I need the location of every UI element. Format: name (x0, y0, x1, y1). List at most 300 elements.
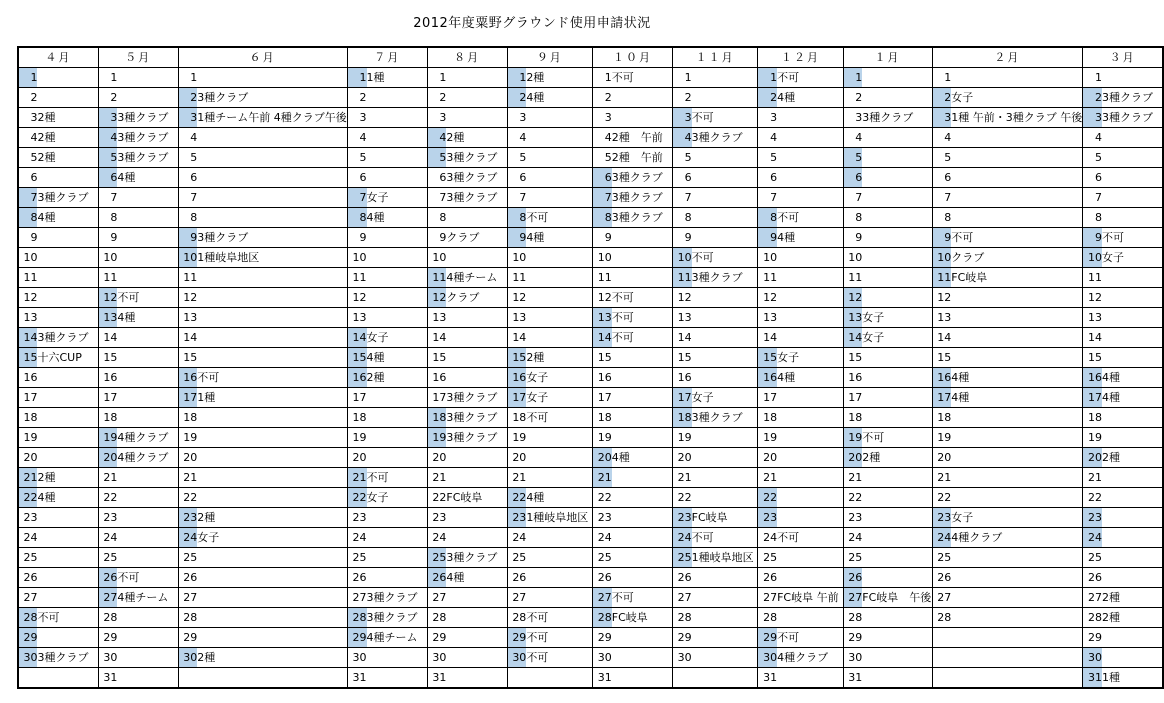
day-row (18, 248, 1163, 268)
reservation-cell (777, 328, 843, 348)
day-number-cell: 1 (427, 68, 446, 88)
reservation-cell: 女子 (367, 328, 428, 348)
day-number-cell: 27 (98, 588, 117, 608)
reservation-cell (862, 188, 932, 208)
reservation-cell (117, 228, 178, 248)
reservation-cell (526, 128, 592, 148)
reservation-cell (37, 388, 98, 408)
day-row (18, 108, 1163, 128)
day-number-cell: 21 (18, 468, 37, 488)
reservation-cell: 2種 (862, 448, 932, 468)
day-number-cell: 2 (427, 88, 446, 108)
day-number-cell: 15 (347, 348, 366, 368)
reservation-cell: 不可 (612, 588, 673, 608)
day-number-cell: 20 (593, 448, 612, 468)
day-number-cell: 3 (932, 108, 951, 128)
day-number-cell: 28 (1083, 608, 1102, 628)
reservation-cell (612, 568, 673, 588)
day-number-cell: 8 (932, 208, 951, 228)
reservation-cell (777, 448, 843, 468)
day-number-cell: 9 (427, 228, 446, 248)
day-number-cell: 4 (672, 128, 691, 148)
day-number-cell: 15 (98, 348, 117, 368)
day-number-cell: 20 (98, 448, 117, 468)
day-number-cell: 3 (672, 108, 691, 128)
reservation-cell (526, 148, 592, 168)
day-row (18, 308, 1163, 328)
day-number-cell: 26 (843, 568, 862, 588)
reservation-cell (526, 108, 592, 128)
reservation-cell: 不可 (117, 568, 178, 588)
reservation-cell (951, 488, 1083, 508)
reservation-cell: 3種クラブ (692, 268, 758, 288)
reservation-cell (526, 288, 592, 308)
month-header: ７月 (347, 47, 427, 68)
reservation-cell (777, 108, 843, 128)
day-number-cell: 28 (347, 608, 366, 628)
day-number-cell: 5 (593, 148, 612, 168)
reservation-cell (612, 228, 673, 248)
day-number-cell: 6 (843, 168, 862, 188)
day-number-cell: 14 (178, 328, 197, 348)
day-number-cell: 21 (843, 468, 862, 488)
day-number-cell: 29 (427, 628, 446, 648)
reservation-cell (117, 188, 178, 208)
day-number-cell: 3 (18, 108, 37, 128)
day-number-cell: 30 (178, 648, 197, 668)
day-row (18, 668, 1163, 689)
reservation-cell (117, 548, 178, 568)
day-number-cell: 16 (672, 368, 691, 388)
reservation-cell: FC岐阜 (951, 268, 1083, 288)
day-number-cell: 4 (18, 128, 37, 148)
day-number-cell: 11 (98, 268, 117, 288)
day-number-cell: 15 (672, 348, 691, 368)
reservation-cell (777, 568, 843, 588)
reservation-cell (612, 648, 673, 668)
day-number-cell: 11 (672, 268, 691, 288)
reservation-cell: 4種 (117, 168, 178, 188)
reservation-cell (117, 408, 178, 428)
reservation-cell (446, 88, 507, 108)
day-number-cell: 8 (427, 208, 446, 228)
reservation-cell (692, 568, 758, 588)
reservation-cell (197, 68, 347, 88)
day-number-cell: 20 (758, 448, 777, 468)
day-number-cell: 17 (758, 388, 777, 408)
reservation-cell: 不可 (951, 228, 1083, 248)
reservation-cell (862, 648, 932, 668)
day-number-cell: 1 (672, 68, 691, 88)
reservation-cell: 3種クラブ (446, 388, 507, 408)
reservation-cell (1102, 328, 1163, 348)
day-number-cell: 18 (427, 408, 446, 428)
reservation-cell (117, 68, 178, 88)
day-number-cell: 3 (178, 108, 197, 128)
day-number-cell: 16 (932, 368, 951, 388)
reservation-cell: 2種 午前 (612, 128, 673, 148)
day-number-cell: 5 (932, 148, 951, 168)
day-number-cell: 1 (18, 68, 37, 88)
reservation-cell: 2種 (1102, 608, 1163, 628)
reservation-cell (777, 468, 843, 488)
day-number-cell: 20 (672, 448, 691, 468)
reservation-cell (446, 608, 507, 628)
reservation-cell: 2種 (37, 128, 98, 148)
day-number-cell: 21 (427, 468, 446, 488)
day-number-cell: 24 (932, 528, 951, 548)
reservation-cell (367, 168, 428, 188)
reservation-cell (197, 148, 347, 168)
day-number-cell: 17 (843, 388, 862, 408)
reservation-cell (692, 288, 758, 308)
day-number-cell: 27 (507, 588, 526, 608)
reservation-cell: 3種クラブ (367, 608, 428, 628)
day-number-cell: 1 (1083, 68, 1102, 88)
day-number-cell: 24 (507, 528, 526, 548)
reservation-cell: 不可 (526, 648, 592, 668)
day-number-cell: 4 (593, 128, 612, 148)
day-number-cell: 20 (18, 448, 37, 468)
reservation-cell (1102, 208, 1163, 228)
reservation-cell: 不可 (692, 108, 758, 128)
day-number-cell: 22 (18, 488, 37, 508)
reservation-cell (862, 348, 932, 368)
reservation-cell: 不可 (612, 308, 673, 328)
day-number-cell: 18 (672, 408, 691, 428)
day-number-cell: 25 (347, 548, 366, 568)
day-number-cell: 13 (1083, 308, 1102, 328)
reservation-cell (951, 428, 1083, 448)
month-header: ６月 (178, 47, 347, 68)
reservation-cell (862, 368, 932, 388)
day-number-cell: 5 (427, 148, 446, 168)
reservation-cell (197, 628, 347, 648)
day-number-cell: 10 (427, 248, 446, 268)
reservation-cell (777, 128, 843, 148)
day-number-cell: 30 (1083, 648, 1102, 668)
day-number-cell: 3 (98, 108, 117, 128)
reservation-cell (777, 428, 843, 448)
reservation-cell: 4種 (367, 348, 428, 368)
day-number-cell: 9 (98, 228, 117, 248)
day-number-cell: 15 (507, 348, 526, 368)
reservation-cell: 3種クラブ (446, 168, 507, 188)
day-number-cell: 9 (843, 228, 862, 248)
day-number-cell: 10 (758, 248, 777, 268)
day-number-cell: 10 (672, 248, 691, 268)
month-header: ２月 (932, 47, 1083, 68)
reservation-cell (197, 588, 347, 608)
reservation-cell (862, 228, 932, 248)
reservation-cell (692, 648, 758, 668)
day-number-cell: 1 (932, 68, 951, 88)
day-number-cell: 23 (178, 508, 197, 528)
reservation-cell (37, 548, 98, 568)
reservation-cell: 4種 (37, 208, 98, 228)
reservation-cell (367, 528, 428, 548)
reservation-cell: 4種 (1102, 388, 1163, 408)
reservation-cell: 女子 (367, 188, 428, 208)
reservation-cell (526, 188, 592, 208)
day-row (18, 488, 1163, 508)
reservation-cell (117, 248, 178, 268)
reservation-cell (692, 188, 758, 208)
day-number-cell: 6 (347, 168, 366, 188)
reservation-cell: 女子 (862, 308, 932, 328)
day-number-cell: 18 (593, 408, 612, 428)
day-number-cell: 10 (18, 248, 37, 268)
day-number-cell: 24 (98, 528, 117, 548)
day-row (18, 648, 1163, 668)
day-number-cell: 30 (18, 648, 37, 668)
day-number-cell: 9 (347, 228, 366, 248)
day-number-cell: 12 (843, 288, 862, 308)
reservation-cell (367, 88, 428, 108)
day-number-cell: 20 (843, 448, 862, 468)
day-number-cell: 19 (507, 428, 526, 448)
reservation-cell (117, 488, 178, 508)
reservation-cell (777, 188, 843, 208)
reservation-cell (117, 608, 178, 628)
reservation-cell (197, 208, 347, 228)
day-number-cell: 29 (593, 628, 612, 648)
day-number-cell: 18 (18, 408, 37, 428)
reservation-cell: 不可 (117, 288, 178, 308)
reservation-cell (117, 88, 178, 108)
reservation-cell (612, 508, 673, 528)
day-number-cell: 10 (843, 248, 862, 268)
day-number-cell: 19 (427, 428, 446, 448)
month-header: ３月 (1083, 47, 1163, 68)
reservation-cell: 4種 (526, 488, 592, 508)
reservation-cell: 1種 (197, 388, 347, 408)
day-number-cell: 20 (932, 448, 951, 468)
reservation-cell (1102, 428, 1163, 448)
day-number-cell: 6 (1083, 168, 1102, 188)
reservation-cell (862, 488, 932, 508)
day-number-cell: 17 (672, 388, 691, 408)
reservation-cell (37, 248, 98, 268)
reservation-cell: 4種チーム (117, 588, 178, 608)
reservation-cell: 不可 (692, 528, 758, 548)
day-number-cell: 13 (347, 308, 366, 328)
reservation-cell: 3種クラブ (37, 188, 98, 208)
reservation-cell (117, 208, 178, 228)
reservation-cell: 女子 (862, 328, 932, 348)
day-number-cell: 14 (18, 328, 37, 348)
reservation-cell: 3種クラブ (446, 548, 507, 568)
day-number-cell: 19 (178, 428, 197, 448)
reservation-cell (446, 508, 507, 528)
reservation-cell (692, 348, 758, 368)
day-number-cell: 23 (758, 508, 777, 528)
reservation-cell (1102, 148, 1163, 168)
day-number-cell: 16 (758, 368, 777, 388)
reservation-cell (1102, 468, 1163, 488)
day-number-cell: 19 (758, 428, 777, 448)
reservation-cell (37, 268, 98, 288)
reservation-cell (862, 208, 932, 228)
reservation-cell (446, 588, 507, 608)
day-number-cell: 18 (932, 408, 951, 428)
day-number-cell: 19 (932, 428, 951, 448)
reservation-cell (197, 448, 347, 468)
day-number-cell: 22 (178, 488, 197, 508)
day-number-cell: 22 (1083, 488, 1102, 508)
day-row (18, 548, 1163, 568)
empty-cell (932, 668, 1083, 689)
day-number-cell: 24 (347, 528, 366, 548)
day-number-cell: 19 (843, 428, 862, 448)
day-number-cell: 22 (932, 488, 951, 508)
reservation-cell (526, 168, 592, 188)
reservation-cell (612, 428, 673, 448)
day-row (18, 568, 1163, 588)
reservation-cell (37, 448, 98, 468)
reservation-cell (526, 448, 592, 468)
day-number-cell: 7 (427, 188, 446, 208)
reservation-cell (951, 328, 1083, 348)
day-row (18, 588, 1163, 608)
day-number-cell: 25 (843, 548, 862, 568)
reservation-cell (37, 528, 98, 548)
day-number-cell: 18 (1083, 408, 1102, 428)
page-title: 2012年度粟野グラウンド使用申請状況 (413, 16, 651, 31)
reservation-cell (862, 608, 932, 628)
day-number-cell: 6 (593, 168, 612, 188)
day-row (18, 468, 1163, 488)
reservation-cell (951, 548, 1083, 568)
reservation-cell (777, 608, 843, 628)
day-row (18, 508, 1163, 528)
reservation-cell (526, 528, 592, 548)
day-number-cell: 13 (672, 308, 691, 328)
day-number-cell: 31 (1083, 668, 1102, 689)
day-number-cell: 8 (758, 208, 777, 228)
day-number-cell: 12 (18, 288, 37, 308)
day-row (18, 68, 1163, 88)
day-number-cell: 6 (178, 168, 197, 188)
day-number-cell: 28 (178, 608, 197, 628)
reservation-cell (862, 268, 932, 288)
reservation-cell (951, 148, 1083, 168)
day-number-cell: 24 (843, 528, 862, 548)
reservation-cell (777, 408, 843, 428)
reservation-cell: 3種クラブ (612, 188, 673, 208)
reservation-cell (526, 328, 592, 348)
day-number-cell: 17 (18, 388, 37, 408)
day-number-cell: 13 (98, 308, 117, 328)
reservation-cell (612, 108, 673, 128)
reservation-cell (692, 88, 758, 108)
day-row (18, 608, 1163, 628)
day-number-cell: 22 (758, 488, 777, 508)
day-number-cell: 25 (932, 548, 951, 568)
day-row (18, 408, 1163, 428)
day-number-cell: 21 (347, 468, 366, 488)
day-number-cell: 30 (593, 648, 612, 668)
reservation-cell (951, 408, 1083, 428)
day-number-cell: 16 (593, 368, 612, 388)
reservation-cell (446, 648, 507, 668)
reservation-cell: 3種クラブ (117, 128, 178, 148)
day-number-cell: 19 (18, 428, 37, 448)
day-number-cell: 12 (1083, 288, 1102, 308)
reservation-cell (612, 528, 673, 548)
day-number-cell: 14 (427, 328, 446, 348)
day-number-cell: 5 (1083, 148, 1102, 168)
reservation-cell (1102, 568, 1163, 588)
reservation-cell (951, 128, 1083, 148)
day-number-cell: 14 (1083, 328, 1102, 348)
day-row (18, 88, 1163, 108)
reservation-cell (526, 548, 592, 568)
reservation-cell (612, 248, 673, 268)
day-number-cell: 6 (932, 168, 951, 188)
reservation-cell (446, 328, 507, 348)
reservation-cell (37, 368, 98, 388)
day-number-cell: 4 (178, 128, 197, 148)
day-number-cell: 13 (178, 308, 197, 328)
reservation-cell (37, 88, 98, 108)
reservation-cell (692, 628, 758, 648)
day-number-cell: 7 (593, 188, 612, 208)
month-header: １１月 (672, 47, 757, 68)
reservation-cell: 1種岐阜地区 (526, 508, 592, 528)
reservation-cell (951, 448, 1083, 468)
reservation-cell (862, 248, 932, 268)
reservation-cell (862, 168, 932, 188)
day-number-cell: 8 (98, 208, 117, 228)
reservation-cell (367, 668, 428, 689)
reservation-cell: 3種クラブ (197, 228, 347, 248)
reservation-cell: 2種 (37, 148, 98, 168)
day-number-cell: 27 (178, 588, 197, 608)
day-number-cell: 25 (178, 548, 197, 568)
reservation-cell: 女子 (197, 528, 347, 548)
day-number-cell: 9 (507, 228, 526, 248)
reservation-cell (446, 248, 507, 268)
day-number-cell: 24 (672, 528, 691, 548)
day-number-cell: 18 (758, 408, 777, 428)
reservation-cell (197, 548, 347, 568)
day-number-cell: 21 (98, 468, 117, 488)
reservation-cell: 3種クラブ (446, 188, 507, 208)
day-number-cell: 27 (18, 588, 37, 608)
day-number-cell: 12 (672, 288, 691, 308)
day-number-cell: 23 (593, 508, 612, 528)
day-number-cell: 26 (178, 568, 197, 588)
day-number-cell: 14 (98, 328, 117, 348)
reservation-cell (367, 128, 428, 148)
reservation-cell (446, 208, 507, 228)
reservation-cell (446, 308, 507, 328)
day-number-cell: 15 (758, 348, 777, 368)
day-number-cell: 21 (507, 468, 526, 488)
reservation-cell: 3種クラブ (117, 148, 178, 168)
day-number-cell: 17 (507, 388, 526, 408)
reservation-cell: 3種クラブ (37, 648, 98, 668)
reservation-cell: 不可 (367, 468, 428, 488)
day-number-cell: 30 (758, 648, 777, 668)
reservation-cell (692, 588, 758, 608)
reservation-cell: 4種 (37, 488, 98, 508)
day-number-cell: 18 (98, 408, 117, 428)
day-number-cell: 30 (507, 648, 526, 668)
day-number-cell: 28 (98, 608, 117, 628)
day-number-cell: 12 (932, 288, 951, 308)
